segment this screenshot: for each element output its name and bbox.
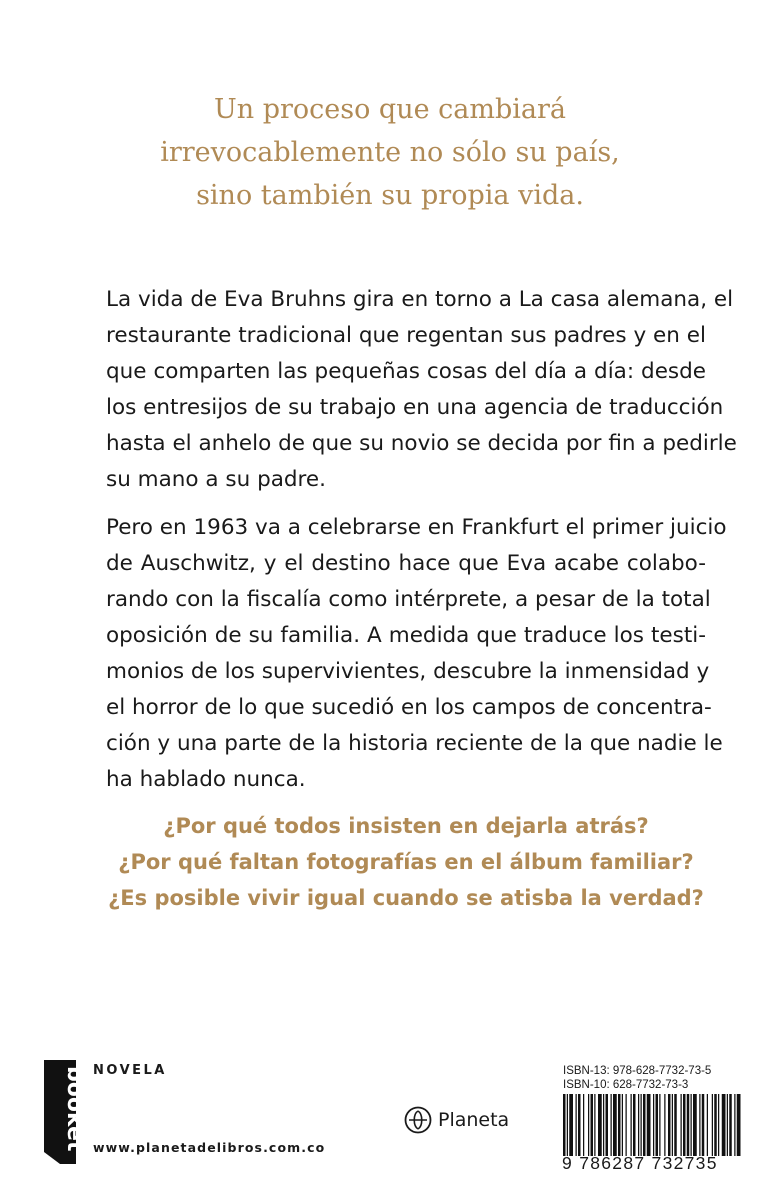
isbn-13: ISBN-13: 978-628-7732-73-5 xyxy=(563,1065,712,1077)
text-line: Pero en 1963 va a celebrarse en Frankfurt el primer juicio xyxy=(106,515,727,540)
publisher-logo xyxy=(404,1106,509,1134)
planeta-globe-icon xyxy=(404,1106,432,1134)
text-line: monios de los supervivientes, descubre la inmensidad y xyxy=(106,659,710,684)
tagline-line: Un proceso que cambiará xyxy=(213,94,567,125)
text-line: La vida de Eva Bruhns gira en torno a La casa alemana, el xyxy=(106,287,734,312)
text-line: restaurante tradicional que regentan sus padres y en el xyxy=(106,323,706,348)
text-line: hasta el anhelo de que su novio se decida por fin a pedirle xyxy=(106,431,737,456)
text-line: el horror de lo que sucedió en los campos de concentra- xyxy=(106,695,712,720)
barcode-number: 9 786287 732735 xyxy=(562,1153,718,1173)
svg-text:booket: booket xyxy=(62,1066,87,1152)
tagline xyxy=(150,88,630,217)
isbn-block xyxy=(563,1064,711,1092)
questions-block xyxy=(106,808,706,916)
ean13-barcode xyxy=(562,1094,742,1156)
synopsis-paragraph-2 xyxy=(106,510,727,798)
synopsis-paragraph-1 xyxy=(106,282,737,498)
question-line: ¿Por qué todos insisten en dejarla atrás? xyxy=(163,814,649,838)
text-line: los entresijos de su trabajo en una agencia de traducción xyxy=(106,395,724,420)
text-line: ción y una parte de la historia reciente de la que nadie le xyxy=(106,731,723,756)
isbn-10: ISBN-10: 628-7732-73-3 xyxy=(563,1079,689,1091)
text-line: su mano a su padre. xyxy=(106,467,326,492)
text-line: oposición de su familia. A medida que traduce los testi- xyxy=(106,623,706,648)
booket-logo xyxy=(40,1060,87,1164)
tagline-line: irrevocablemente no sólo su país, xyxy=(160,137,620,168)
collection-label: NOVELA xyxy=(93,1063,167,1078)
question-line: ¿Es posible vivir igual cuando se atisba la verdad? xyxy=(108,886,704,910)
tagline-line: sino también su propia vida. xyxy=(196,180,584,211)
text-line: de Auschwitz, y el destino hace que Eva acabe colabo- xyxy=(106,551,706,576)
publisher-name: Planeta xyxy=(438,1109,510,1131)
text-line: rando con la fiscalía como intérprete, a pesar de la total xyxy=(106,587,711,612)
website-link[interactable]: www.planetadelibros.com.co xyxy=(93,1140,326,1155)
text-line: ha hablado nunca. xyxy=(106,767,306,792)
text-line: que comparten las pequeñas cosas del día a día: desde xyxy=(106,359,706,384)
question-line: ¿Por qué faltan fotografías en el álbum familiar? xyxy=(118,850,694,874)
